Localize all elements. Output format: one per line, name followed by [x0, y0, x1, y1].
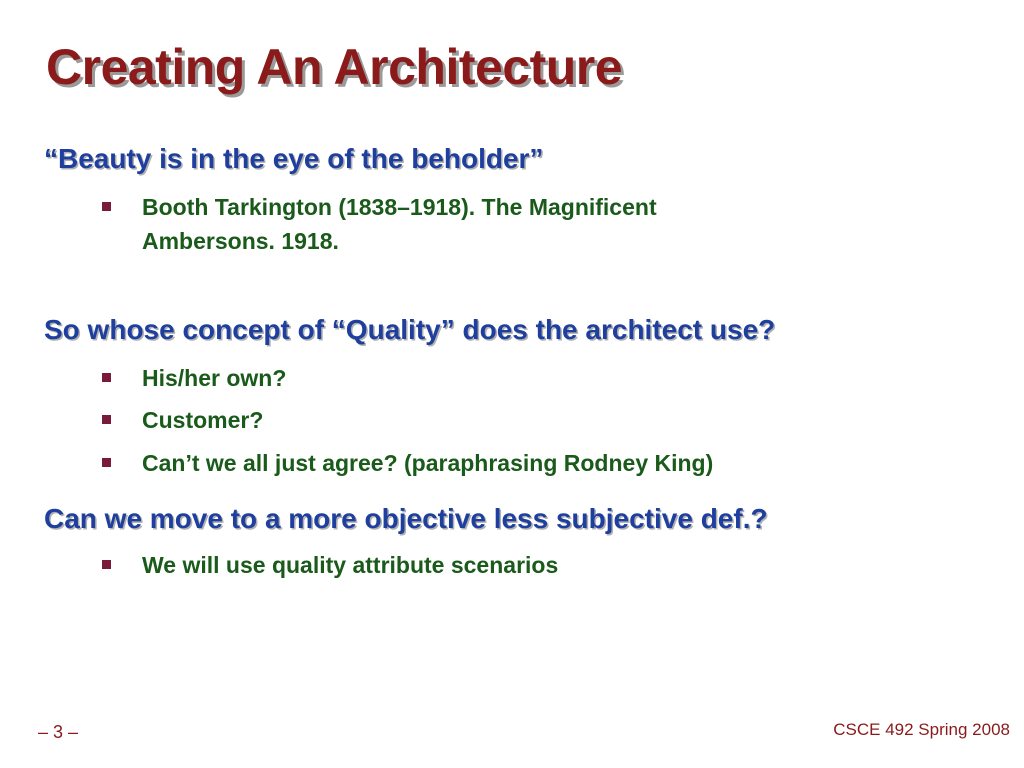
bullet-item — [102, 446, 822, 480]
bullet-item — [102, 548, 822, 582]
slide-title: Creating An Architecture — [46, 39, 623, 95]
bullet-marker-icon — [102, 415, 111, 424]
bullet-text: We will use quality attribute scenarios — [142, 552, 559, 578]
section-heading-quality: So whose concept of “Quality” does the architect use? — [44, 314, 776, 345]
course-label: CSCE 492 Spring 2008 — [833, 720, 1010, 739]
bullet-item — [102, 403, 822, 437]
bullet-text: His/her own? — [142, 365, 287, 391]
bullet-text: Customer? — [142, 407, 264, 433]
page-number: – 3 – — [38, 722, 79, 742]
bullet-marker-icon — [102, 560, 111, 569]
section-heading-beauty: “Beauty is in the eye of the beholder” — [44, 143, 544, 174]
bullet-marker-icon — [102, 202, 111, 211]
bullet-text: Booth Tarkington (1838–1918). The Magnificent Ambersons. 1918. — [142, 194, 657, 254]
bullet-item — [102, 361, 822, 395]
bullet-item — [102, 190, 822, 258]
bullet-marker-icon — [102, 458, 111, 467]
bullet-marker-icon — [102, 373, 111, 382]
section-heading-objective: Can we move to a more objective less subjective def.? — [44, 503, 768, 534]
bullet-text: Can’t we all just agree? (paraphrasing Rodney King) — [142, 450, 714, 476]
